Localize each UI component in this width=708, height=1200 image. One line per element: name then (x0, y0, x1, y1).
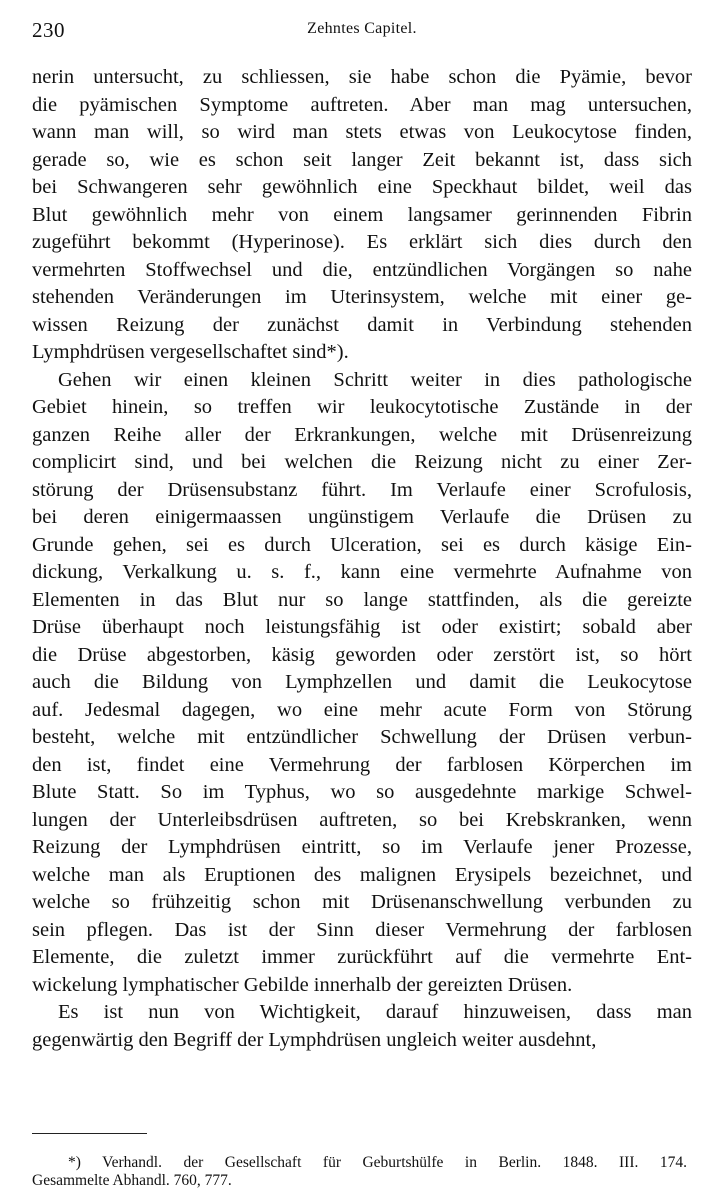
text-line: bei deren einigermaassen ungünstigem Verlaufe die Drüsen zu (32, 506, 692, 528)
text-line: gegenwärtig den Begriff der Lymphdrüsen ungleich weiter ausdehnt, (32, 1028, 597, 1051)
footnote-line: Gesammelte Abhandl. 760, 777. (32, 1172, 232, 1189)
text-line: Es ist nun von Wichtigkeit, darauf hinzuweisen, dass man (58, 1001, 692, 1023)
text-line: ganzen Reihe aller der Erkrankungen, welche mit Drüsenreizung (32, 423, 692, 446)
footnote-line: *) Verhandl. der Gesellschaft für Geburtshülfe in Berlin. 1848. III. 174. (68, 1154, 687, 1171)
text-line: Grunde gehen, sei es durch Ulceration, sei es durch käsige Ein- (32, 533, 692, 556)
text-line: Elementen in das Blut nur so lange stattfinden, als die gereizte (32, 588, 692, 611)
text-line: wissen Reizung der zunächst damit in Verbindung stehenden (32, 313, 692, 336)
footnote (32, 1154, 687, 1190)
text-line: complicirt sind, und bei welchen die Reizung nicht zu einer Zer- (32, 451, 692, 473)
page-number: 230 (32, 18, 65, 42)
text-line: Gebiet hinein, so treffen wir leukocytotische Zustände in der (32, 396, 692, 418)
text-line: bei Schwangeren sehr gewöhnlich eine Speckhaut bildet, weil das (32, 176, 692, 198)
text-line: nerin untersucht, zu schliessen, sie habe schon die Pyämie, bevor (32, 66, 692, 88)
text-line: störung der Drüsensubstanz führt. Im Verlaufe einer Scrofulosis, (32, 478, 692, 501)
text-line: den ist, findet eine Vermehrung der farblosen Körperchen im (32, 753, 692, 776)
text-line: Blute Statt. So im Typhus, wo so ausgedehnte markige Schwel- (32, 781, 692, 803)
text-line: sein pflegen. Das ist der Sinn dieser Vermehrung der farblosen (32, 918, 692, 941)
text-line: welche man als Eruptionen des malignen Erysipels bezeichnet, und (32, 863, 692, 886)
text-line: wickelung lymphatischer Gebilde innerhalb der gereizten Drüsen. (32, 973, 573, 996)
text-line: Blut gewöhnlich mehr von einem langsamer gerinnenden Fibrin (32, 203, 692, 226)
text-line: dickung, Verkalkung u. s. f., kann eine vermehrte Aufnahme von (32, 561, 692, 583)
text-line: Drüse überhaupt noch leistungsfähig ist oder existirt; sobald aber (32, 616, 692, 638)
page-header (32, 18, 692, 46)
paragraph (32, 367, 692, 1000)
text-line: auch die Bildung von Lymphzellen und damit die Leukocytose (32, 671, 692, 693)
text-line: gerade so, wie es schon seit langer Zeit bekannt ist, dass sich (32, 148, 692, 171)
paragraph (32, 64, 692, 367)
text-line: wann man will, so wird man stets etwas von Leukocytose finden, (32, 121, 692, 143)
body-text (32, 64, 692, 1054)
text-line: Lymphdrüsen vergesellschaftet sind*). (32, 341, 349, 363)
text-line: lungen der Unterleibsdrüsen auftreten, so bei Krebskranken, wenn (32, 808, 692, 831)
paragraph (32, 999, 692, 1054)
text-line: Gehen wir einen kleinen Schritt weiter in dies pathologische (58, 368, 692, 391)
text-line: auf. Jedesmal dagegen, wo eine mehr acute Form von Störung (32, 698, 692, 721)
running-head: Zehntes Capitel. (307, 20, 417, 37)
text-line: Elemente, die zuletzt immer zurückführt auf die vermehrte Ent- (32, 946, 692, 968)
text-line: die Drüse abgestorben, käsig geworden oder zerstört ist, so hört (32, 643, 692, 666)
text-line: welche so frühzeitig schon mit Drüsenanschwellung verbunden zu (32, 891, 692, 913)
text-line: besteht, welche mit entzündlicher Schwellung der Drüsen verbun- (32, 726, 692, 748)
text-line: stehenden Veränderungen im Uterinsystem, welche mit einer ge- (32, 286, 692, 308)
text-line: vermehrten Stoffwechsel und die, entzündlichen Vorgängen so nahe (32, 258, 692, 281)
footnote-divider (32, 1133, 147, 1134)
text-line: Reizung der Lymphdrüsen eintritt, so im Verlaufe jener Prozesse, (32, 836, 692, 858)
text-line: zugeführt bekommt (Hyperinose). Es erklärt sich dies durch den (32, 231, 692, 253)
text-line: die pyämischen Symptome auftreten. Aber man mag untersuchen, (32, 93, 692, 116)
